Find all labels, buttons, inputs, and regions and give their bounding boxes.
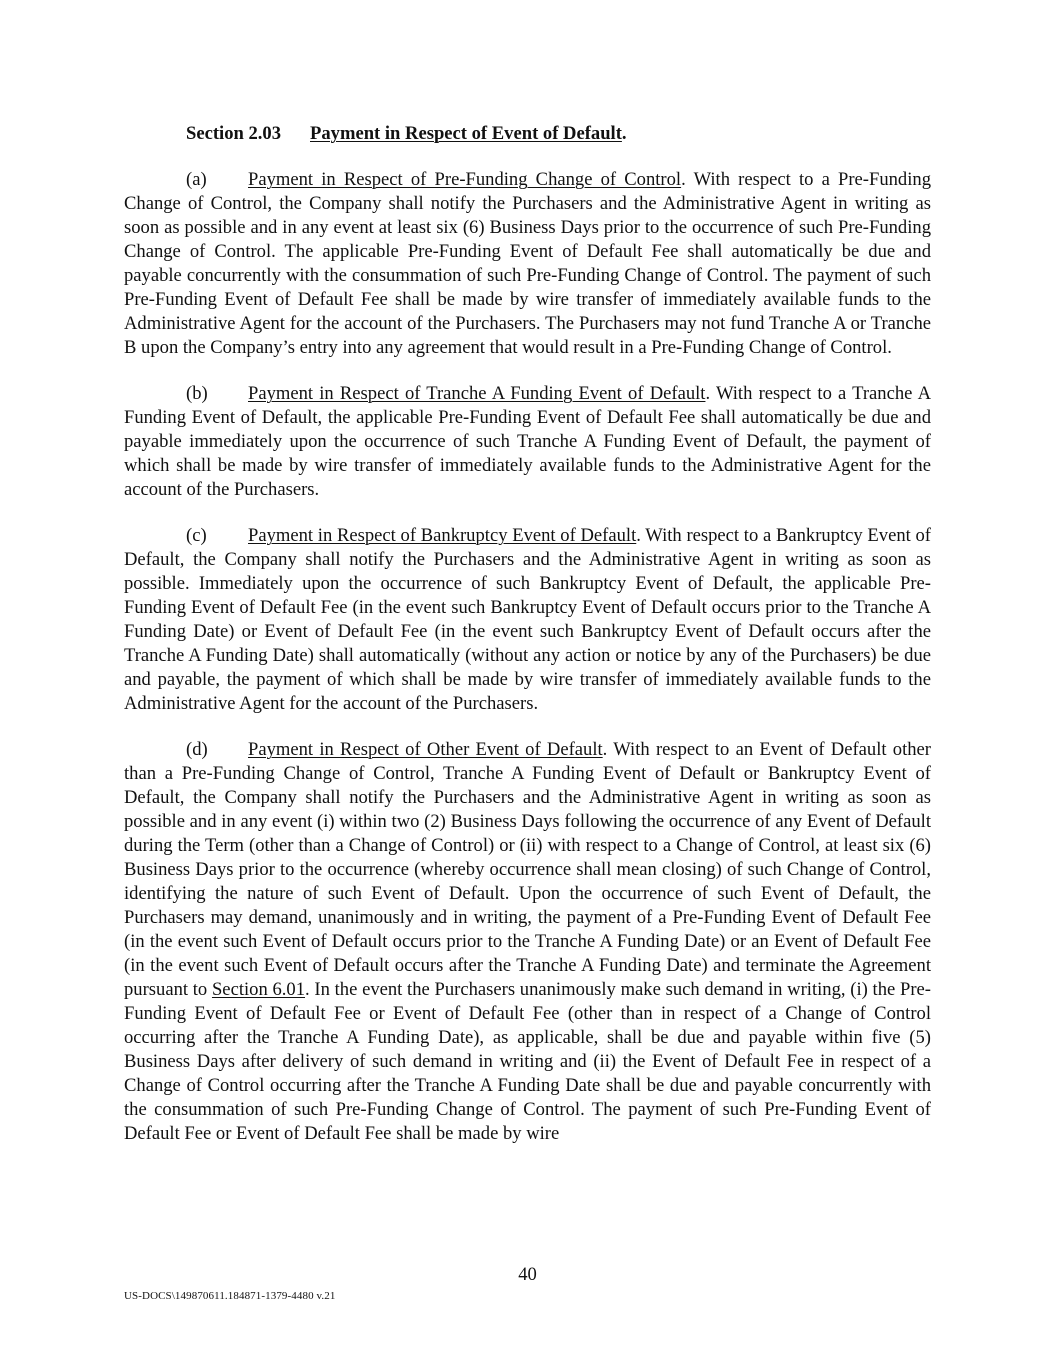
- paragraph-label: (b): [186, 383, 208, 404]
- section-number: Section 2.03: [186, 123, 282, 144]
- paragraph-label: (a): [186, 169, 207, 190]
- section-reference-link[interactable]: Section 6.01: [211, 979, 306, 1000]
- document-page: [124, 122, 931, 1168]
- paragraph-body: . With respect to a Tranche A Funding Event of Default, the applicable Pre-Funding Event of Default Fee shall automatically be due and payable immediately upon the occurrence of such Tranche A Funding Event of Default, the payment of which shall be made by wire transfer of immediately available funds to the Administrative Agent for the account of the Purchasers.: [124, 383, 931, 500]
- paragraph-label: (c): [186, 525, 207, 546]
- paragraph-body: . With respect to a Pre-Funding Change of Control, the Company shall notify the Purchasers and the Administrative Agent in writing as soon as possible and in any event at least six (6) Business Days prior to the occurrence of such Pre-Funding Change of Control. The applicable Pre-Funding Event of Default Fee shall automatically be due and payable concurrently with the consummation of such Pre-Funding Change of Control. The payment of such Pre-Funding Event of Default Fee shall be made by wire transfer of immediately available funds to the Administrative Agent for the account of the Purchasers. The Purchasers may not fund Tranche A or Tranche B upon the Company’s entry into any agreement that would result in a Pre-Funding Change of Control.: [124, 169, 931, 358]
- section-title: Payment in Respect of Event of Default: [310, 123, 622, 144]
- document-id: US-DOCS\149870611.184871-1379-4480 v.21: [124, 1290, 336, 1302]
- page-number: 40: [518, 1264, 537, 1285]
- paragraph-heading: Payment in Respect of Pre-Funding Change of Control: [248, 169, 682, 190]
- paragraph-d: [124, 738, 931, 1146]
- paragraph-a: [124, 168, 931, 360]
- paragraph-label: (d): [186, 739, 208, 760]
- paragraph-b: [124, 382, 931, 502]
- paragraph-heading: Payment in Respect of Bankruptcy Event of Default: [248, 525, 637, 546]
- section-heading: [124, 122, 931, 146]
- section-title-period: .: [621, 123, 627, 144]
- paragraph-body: . With respect to an Event of Default other than a Pre-Funding Change of Control, Tranche A Funding Event of Default or Bankruptcy Event of Default, the Company shall notify the Purchasers and the Administrative Agent in writing as soon as possible and in any event (i) within two (2) Business Days following the occurrence of any Event of Default during the Term (other than a Change of Control) or (ii) with respect to a Change of Control, at least six (6) Business Days prior to the occurrence (whereby occurrence shall mean closing) of such Change of Control, identifying the nature of such Event of Default. Upon the occurrence of such Event of Default, the Purchasers may demand, unanimously and in writing, the payment of a Pre-Funding Event of Default Fee (in the event such Event of Default occurs prior to the Tranche A Funding Date) or an Event of Default Fee (in the event such Event of Default occurs after the Tranche A Funding Date) and terminate the Agreement pursuant to: [124, 739, 931, 1000]
- paragraph-body: . With respect to a Bankruptcy Event of Default, the Company shall notify the Purchasers and the Administrative Agent in writing as soon as possible. Immediately upon the occurrence of such Bankruptcy Event of Default, the applicable Pre-Funding Event of Default Fee (in the event such Bankruptcy Event of Default occurs prior to the Tranche A Funding Date) or Event of Default Fee (in the event such Bankruptcy Event of Default occurs after the Tranche A Funding Date) shall automatically (without any action or notice by any of the Purchasers) be due and payable, the payment of which shall be made by wire transfer of immediately available funds to the Administrative Agent for the account of the Purchasers.: [124, 525, 931, 714]
- paragraph-heading: Payment in Respect of Other Event of Default: [248, 739, 603, 760]
- paragraph-c: [124, 524, 931, 716]
- paragraph-heading: Payment in Respect of Tranche A Funding Event of Default: [248, 383, 706, 404]
- paragraph-body-continued: . In the event the Purchasers unanimously make such demand in writing, (i) the Pre-Funding Event of Default Fee or Event of Default Fee (other than in respect of a Change of Control occurring after the Tranche A Funding Date), as applicable, shall be due and payable within five (5) Business Days after delivery of such demand in writing and (ii) the Event of Default Fee in respect of a Change of Control occurring after the Tranche A Funding Date shall be due and payable concurrently with the consummation of such Pre-Funding Change of Control. The payment of such Pre-Funding Event of Default Fee or Event of Default Fee shall be made by wire: [124, 979, 931, 1144]
